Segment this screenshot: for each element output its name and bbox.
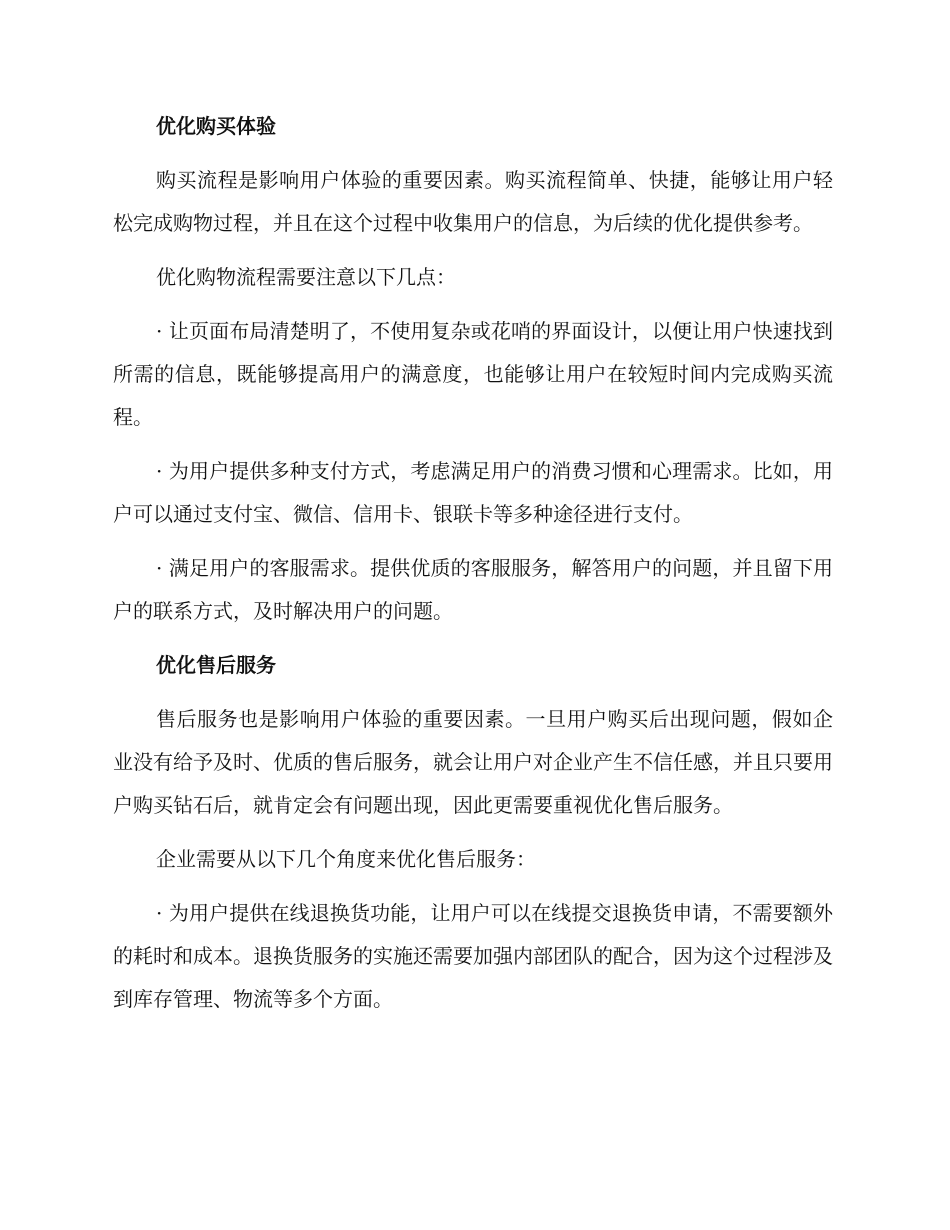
bullet-item-payment-methods: · 为用户提供多种支付方式，考虑满足用户的消费习惯和心理需求。比如，用户可以通过支付宝、微信、信用卡、银联卡等多种途径进行支付。 <box>113 459 833 526</box>
bullet-item-customer-service: · 满足用户的客服需求。提供优质的客服服务，解答用户的问题，并且留下用户的联系方式，及时解决用户的问题。 <box>113 556 833 623</box>
document-body <box>113 105 833 1032</box>
paragraph-purchase-points-intro: 优化购物流程需要注意以下几点： <box>156 265 456 289</box>
bullet-item-online-returns: · 为用户提供在线退换货功能，让用户可以在线提交退换货申请，不需要额外的耗时和成本。退换货服务的实施还需要加强内部团队的配合，因为这个过程涉及到库存管理、物流等多个方面。 <box>113 901 833 1011</box>
section-heading-after-sales: 优化售后服务 <box>156 653 276 677</box>
section-heading-purchase-experience: 优化购买体验 <box>156 114 276 138</box>
paragraph-purchase-intro: 购买流程是影响用户体验的重要因素。购买流程简单、快捷，能够让用户轻松完成购物过程，并且在这个过程中收集用户的信息，为后续的优化提供参考。 <box>113 168 833 235</box>
bullet-item-page-layout: · 让页面布局清楚明了，不使用复杂或花哨的界面设计，以便让用户快速找到所需的信息，既能够提高用户的满意度，也能够让用户在较短时间内完成购买流程。 <box>113 319 833 429</box>
paragraph-after-sales-points-intro: 企业需要从以下几个角度来优化售后服务： <box>156 847 536 871</box>
paragraph-after-sales-intro: 售后服务也是影响用户体验的重要因素。一旦用户购买后出现问题，假如企业没有给予及时、优质的售后服务，就会让用户对企业产生不信任感，并且只要用户购买钻石后，就肯定会有问题出现，因此更需要重视优化售后服务。 <box>113 707 833 817</box>
